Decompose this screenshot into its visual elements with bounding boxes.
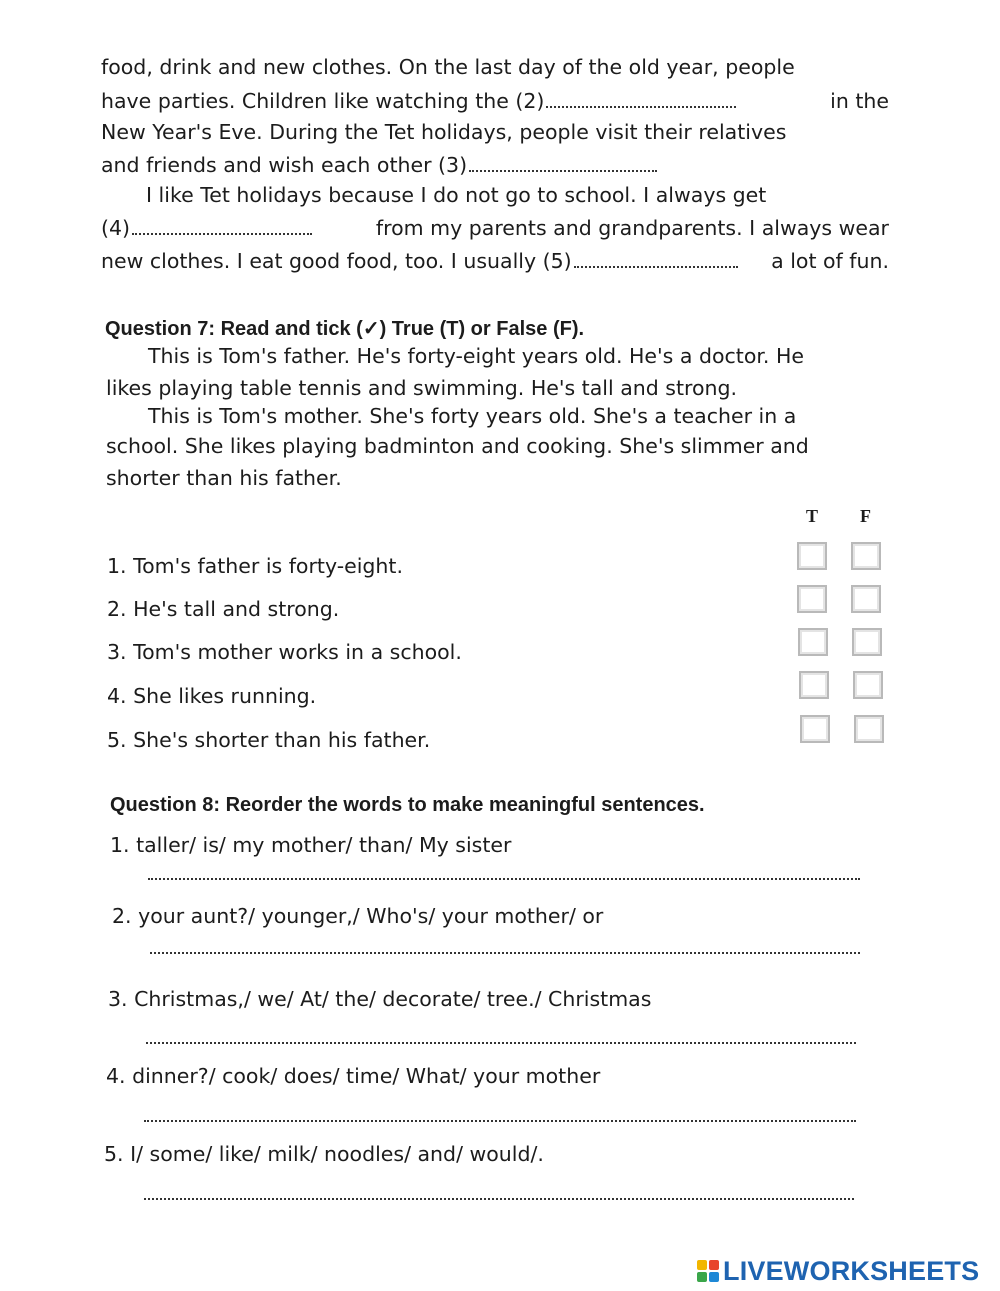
question-7-heading: Question 7: Read and tick (✓) True (T) or False (F). bbox=[105, 318, 585, 340]
liveworksheets-logo-text: LIVEWORKSHEETS bbox=[723, 1255, 980, 1286]
liveworksheets-logo-icon bbox=[697, 1260, 719, 1282]
q8-answer-4-input[interactable] bbox=[144, 1118, 856, 1122]
item-2-true-checkbox[interactable] bbox=[797, 585, 827, 613]
item-1-true-checkbox[interactable] bbox=[797, 542, 827, 570]
q7-item-4: 4. She likes running. bbox=[107, 684, 317, 708]
blank-3-input[interactable] bbox=[469, 152, 657, 172]
q7-para1-line2: likes playing table tennis and swimming. He's tall and strong. bbox=[106, 376, 738, 400]
item-4-false-checkbox[interactable] bbox=[853, 671, 883, 699]
q7-item-3: 3. Tom's mother works in a school. bbox=[107, 640, 462, 664]
q7-item-2: 2. He's tall and strong. bbox=[107, 597, 340, 621]
blank-5-input[interactable] bbox=[574, 248, 738, 268]
passage-line-7: new clothes. I eat good food, too. I usually (5) a lot of fun. bbox=[101, 249, 889, 273]
blank-2-input[interactable] bbox=[546, 88, 736, 108]
item-3-true-checkbox[interactable] bbox=[798, 628, 828, 656]
item-5-false-checkbox[interactable] bbox=[854, 715, 884, 743]
q7-para1-line1: This is Tom's father. He's forty-eight years old. He's a doctor. He bbox=[148, 344, 804, 368]
passage-line-2: have parties. Children like watching the (2) in the bbox=[101, 89, 889, 113]
q8-item-5: 5. I/ some/ like/ milk/ noodles/ and/ would/. bbox=[104, 1142, 544, 1166]
item-3-false-checkbox[interactable] bbox=[852, 628, 882, 656]
item-4-true-checkbox[interactable] bbox=[799, 671, 829, 699]
q7-item-5: 5. She's shorter than his father. bbox=[107, 728, 431, 752]
passage-line-3: New Year's Eve. During the Tet holidays, people visit their relatives bbox=[101, 120, 787, 144]
q8-item-2: 2. your aunt?/ younger,/ Who's/ your mother/ or bbox=[112, 904, 604, 928]
q7-para2-line2: school. She likes playing badminton and cooking. She's slimmer and bbox=[106, 434, 809, 458]
item-1-false-checkbox[interactable] bbox=[851, 542, 881, 570]
passage-line-5: I like Tet holidays because I do not go to school. I always get bbox=[146, 183, 767, 207]
item-2-false-checkbox[interactable] bbox=[851, 585, 881, 613]
q8-answer-1-input[interactable] bbox=[148, 876, 860, 880]
passage-line-1: food, drink and new clothes. On the last day of the old year, people bbox=[101, 55, 795, 79]
q8-answer-2-input[interactable] bbox=[150, 950, 860, 954]
passage-line-4: and friends and wish each other (3) bbox=[101, 150, 659, 180]
column-true-label: T bbox=[806, 506, 819, 526]
q7-para2-line1: This is Tom's mother. She's forty years old. She's a teacher in a bbox=[148, 404, 797, 428]
q7-item-1: 1. Tom's father is forty-eight. bbox=[107, 554, 403, 578]
q8-item-3: 3. Christmas,/ we/ At/ the/ decorate/ tree./ Christmas bbox=[108, 987, 652, 1011]
q8-item-1: 1. taller/ is/ my mother/ than/ My sister bbox=[110, 833, 512, 857]
liveworksheets-logo bbox=[697, 1255, 979, 1287]
q8-answer-3-input[interactable] bbox=[146, 1040, 856, 1044]
q8-answer-5-input[interactable] bbox=[144, 1196, 854, 1200]
passage-line-6: (4) from my parents and grandparents. I always wear bbox=[101, 216, 889, 240]
q8-item-4: 4. dinner?/ cook/ does/ time/ What/ your mother bbox=[106, 1064, 601, 1088]
item-5-true-checkbox[interactable] bbox=[800, 715, 830, 743]
blank-4-input[interactable] bbox=[132, 215, 312, 235]
question-8-heading: Question 8: Reorder the words to make meaningful sentences. bbox=[110, 794, 705, 816]
column-false-label: F bbox=[860, 506, 871, 526]
q7-para2-line3: shorter than his father. bbox=[106, 466, 342, 490]
